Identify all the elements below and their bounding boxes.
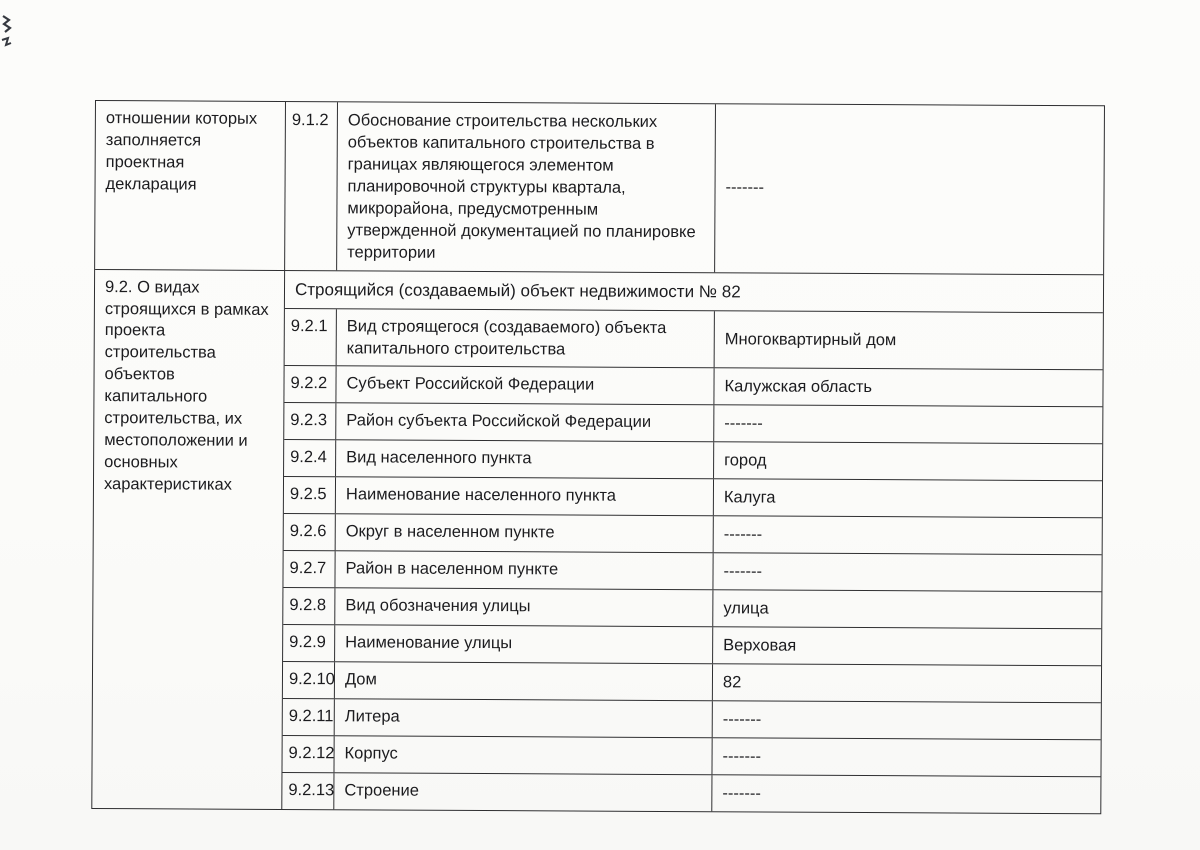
- table-row: [285, 102, 1104, 274]
- row-number: 9.2.11: [283, 699, 335, 735]
- row-number: 9.2.8: [283, 588, 335, 624]
- row-label: Вид строящегося (создаваемого) объекта капитального строительства: [337, 309, 715, 368]
- row-label: Субъект Российской Федерации: [336, 367, 714, 405]
- table-row: [283, 624, 1101, 665]
- row-label: Корпус: [334, 737, 712, 775]
- row-value: -------: [725, 178, 765, 197]
- row-value: -------: [722, 710, 762, 729]
- row-number: 9.2.10: [283, 662, 335, 698]
- row-value: Калуга: [723, 488, 776, 507]
- row-value: Верховая: [723, 636, 797, 655]
- row-number: 9.2.1: [285, 309, 337, 366]
- row-value: -------: [724, 414, 763, 433]
- section-9-1: [95, 101, 1104, 274]
- row-value: -------: [722, 747, 762, 766]
- row-value: 82: [722, 673, 742, 692]
- row-number: 9.2.3: [284, 403, 336, 439]
- table-row: [283, 550, 1101, 591]
- row-value: -------: [723, 525, 763, 544]
- row-value: Многоквартирный дом: [724, 329, 897, 349]
- table-row: [284, 513, 1102, 554]
- row-label: Округ в населенном пункте: [336, 515, 714, 553]
- row-value: -------: [722, 784, 761, 803]
- row-number: 9.2.5: [284, 477, 336, 513]
- row-label: Наименование улицы: [335, 626, 713, 664]
- row-value: город: [724, 451, 767, 470]
- row-number: 9.2.9: [283, 625, 335, 661]
- row-number: 9.2.6: [284, 514, 336, 550]
- row-label: Наименование населенного пункта: [336, 478, 714, 516]
- section-9-2-stub: 9.2. О видах строящихся в рамках проекта строительства объектов капитального строительства, их местоположении и основных характеристиках: [92, 270, 285, 810]
- table-row: [284, 365, 1102, 406]
- row-label: Обоснование строительства нескольких объектов капитального строительства в границах являющегося элементом планировочной структуры квартала, микрорайона, предусмотренным утвержденной документацией по планировке территории: [337, 102, 716, 272]
- row-label: Вид населенного пункта: [336, 441, 714, 479]
- row-label: Район субъекта Российской Федерации: [336, 404, 714, 442]
- section-9-2-rows: [282, 309, 1103, 814]
- row-label: Район в населенном пункте: [335, 552, 713, 590]
- row-number: 9.2.7: [283, 551, 335, 587]
- table-row: [284, 476, 1102, 517]
- declaration-table: [91, 100, 1105, 815]
- table-row: [283, 661, 1101, 702]
- table-row: [283, 698, 1101, 739]
- row-number: 9.2.13: [282, 773, 334, 809]
- row-number: 9.1.2: [285, 102, 338, 270]
- row-value: -------: [723, 562, 763, 581]
- row-value: улица: [723, 599, 769, 618]
- section-9-1-rows: [285, 102, 1104, 274]
- table-row: [282, 735, 1100, 776]
- table-row: [284, 402, 1102, 443]
- section-9-2-body: [282, 271, 1103, 814]
- scan-artifact: [0, 14, 14, 50]
- row-label: Вид обозначения улицы: [335, 589, 713, 627]
- section-9-1-stub: отношении которых заполняется проектная декларация: [95, 101, 286, 270]
- section-9-2: [92, 269, 1103, 814]
- row-label: Литера: [335, 700, 713, 738]
- table-row: [284, 439, 1102, 480]
- table-row: [282, 772, 1100, 813]
- table-row: [285, 309, 1103, 370]
- row-number: 9.2.12: [282, 736, 334, 772]
- row-value: Калужская область: [724, 377, 873, 397]
- row-label: Дом: [335, 663, 713, 701]
- table-row: [283, 587, 1101, 628]
- row-number: 9.2.2: [284, 366, 336, 402]
- row-number: 9.2.4: [284, 440, 336, 476]
- row-label: Строение: [334, 774, 712, 812]
- object-group-header: Строящийся (создаваемый) объект недвижимости № 82: [285, 271, 1103, 313]
